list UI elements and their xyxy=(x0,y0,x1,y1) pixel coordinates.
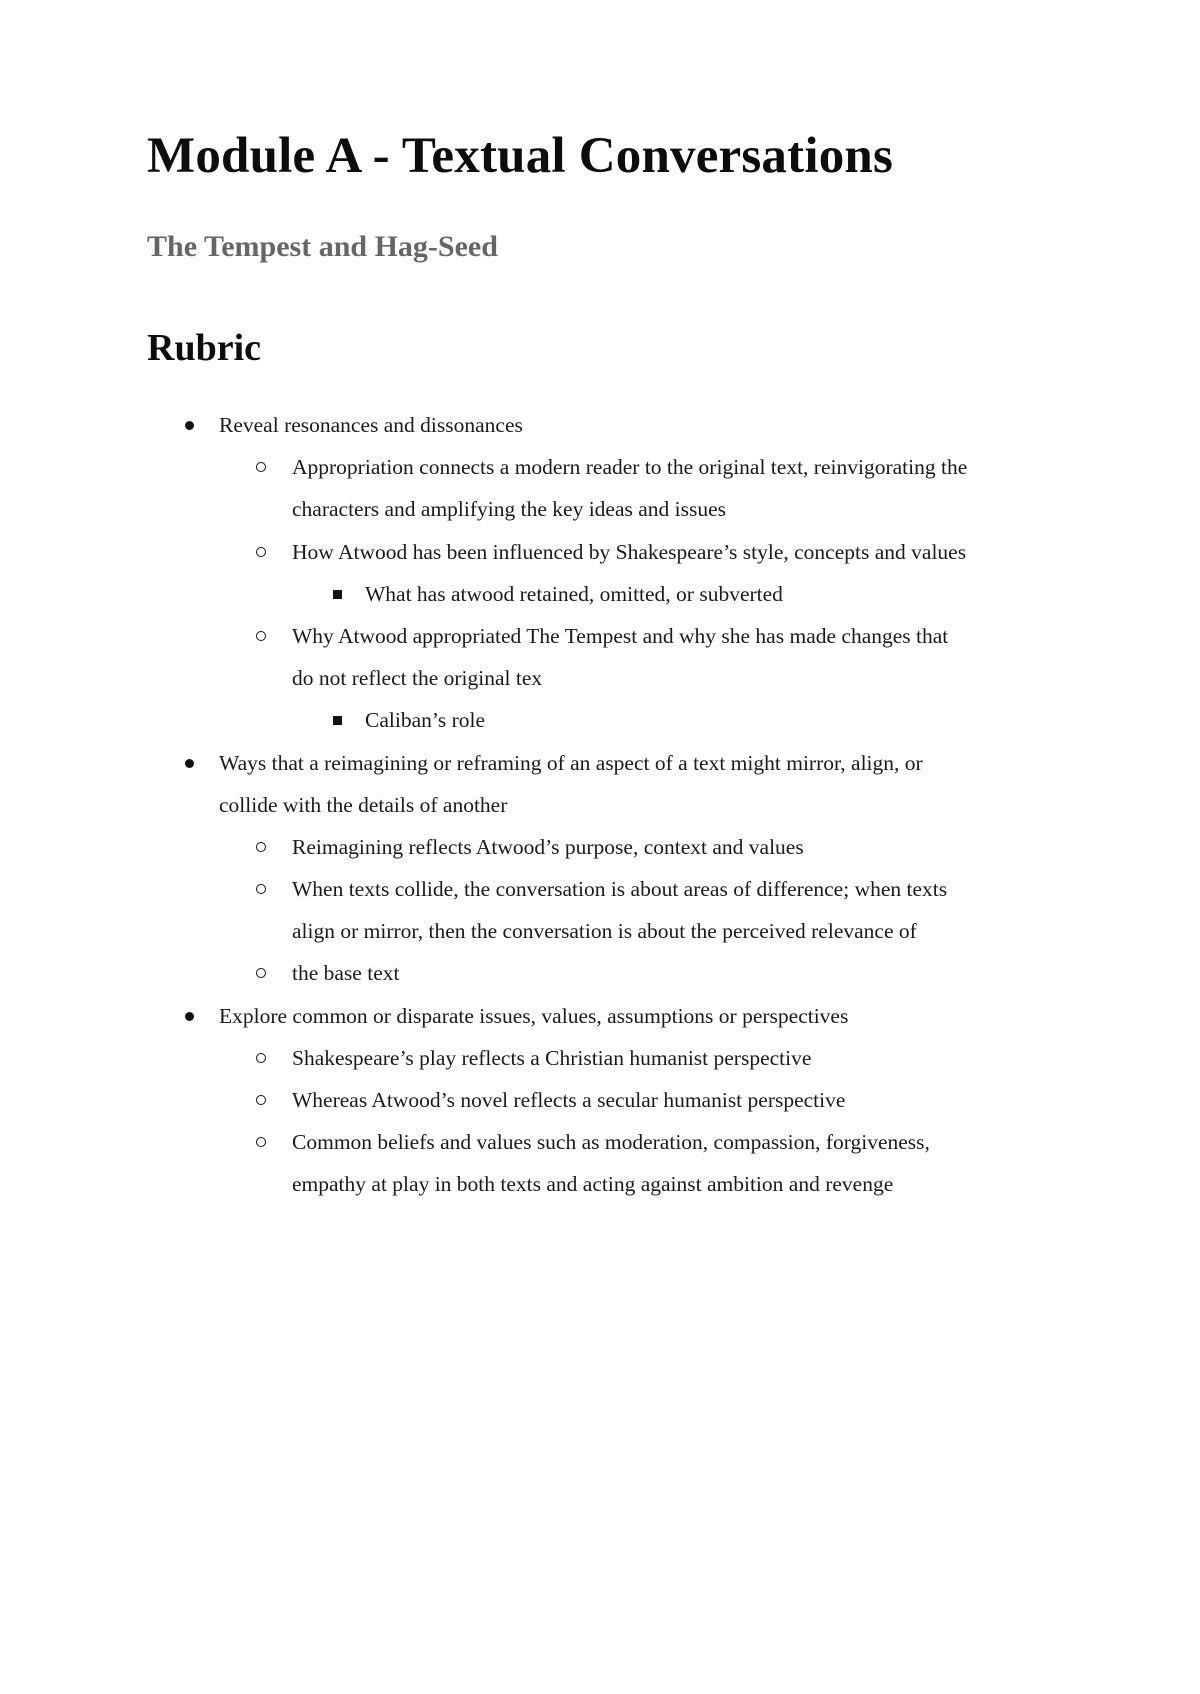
rubric-line-text: Reimagining reflects Atwood’s purpose, context and values xyxy=(292,834,804,859)
rubric-line xyxy=(0,952,1200,994)
rubric-line-text: collide with the details of another xyxy=(219,792,508,817)
rubric-line xyxy=(0,868,1200,910)
hollow-circle-bullet-icon xyxy=(256,462,266,472)
hollow-circle-bullet-icon xyxy=(256,842,266,852)
page-subtitle: The Tempest and Hag-Seed xyxy=(147,230,498,263)
filled-bullet-icon xyxy=(185,1012,194,1021)
hollow-circle-bullet-icon xyxy=(256,1053,266,1063)
rubric-line-text: empathy at play in both texts and acting against ambition and revenge xyxy=(292,1172,894,1197)
rubric-line xyxy=(0,826,1200,868)
hollow-circle-bullet-icon xyxy=(256,884,266,894)
rubric-line xyxy=(0,1121,1200,1163)
rubric-line xyxy=(0,531,1200,573)
rubric-line xyxy=(0,699,1200,741)
rubric-line-text: Caliban’s role xyxy=(365,708,486,733)
rubric-line xyxy=(0,784,1200,826)
rubric-line xyxy=(0,573,1200,615)
rubric-line-text: Common beliefs and values such as moderation, compassion, forgiveness, xyxy=(292,1130,930,1155)
rubric-line-text: When texts collide, the conversation is about areas of difference; when texts xyxy=(292,877,948,902)
rubric-line xyxy=(0,1163,1200,1205)
hollow-circle-bullet-icon xyxy=(256,1095,266,1105)
rubric-line-text: do not reflect the original tex xyxy=(292,666,543,691)
rubric-line-text: the base text xyxy=(292,961,400,986)
rubric-line-text: Appropriation connects a modern reader to the original text, reinvigorating the xyxy=(292,455,968,480)
square-bullet-icon xyxy=(333,590,342,599)
rubric-line xyxy=(0,995,1200,1037)
rubric-line-text: Shakespeare’s play reflects a Christian humanist perspective xyxy=(292,1045,812,1070)
hollow-circle-bullet-icon xyxy=(256,631,266,641)
rubric-line xyxy=(0,742,1200,784)
rubric-line-text: Ways that a reimagining or reframing of an aspect of a text might mirror, align, or xyxy=(219,750,923,775)
rubric-line-text: Why Atwood appropriated The Tempest and why she has made changes that xyxy=(292,623,949,648)
hollow-circle-bullet-icon xyxy=(256,968,266,978)
rubric-line xyxy=(0,404,1200,446)
rubric-line-text: Whereas Atwood’s novel reflects a secular humanist perspective xyxy=(292,1088,846,1112)
rubric-line-text: Explore common or disparate issues, values, assumptions or perspectives xyxy=(219,1003,849,1028)
rubric-line-text: What has atwood retained, omitted, or subverted xyxy=(365,581,783,606)
rubric-line xyxy=(0,446,1200,488)
page-title: Module A - Textual Conversations xyxy=(147,128,893,184)
square-bullet-icon xyxy=(333,716,342,725)
hollow-circle-bullet-icon xyxy=(256,547,266,557)
rubric-outline xyxy=(0,404,1200,1206)
rubric-line xyxy=(0,1037,1200,1079)
filled-bullet-icon xyxy=(185,421,194,430)
rubric-line xyxy=(0,910,1200,952)
rubric-line-text: align or mirror, then the conversation is about the perceived relevance of xyxy=(292,919,917,944)
filled-bullet-icon xyxy=(185,759,194,768)
rubric-line-text: characters and amplifying the key ideas and issues xyxy=(292,497,727,522)
section-heading-rubric: Rubric xyxy=(147,327,261,369)
rubric-line xyxy=(0,615,1200,657)
rubric-line xyxy=(0,657,1200,699)
rubric-line xyxy=(0,488,1200,530)
rubric-line-text: How Atwood has been influenced by Shakespeare’s style, concepts and values xyxy=(292,539,967,564)
hollow-circle-bullet-icon xyxy=(256,1137,266,1147)
rubric-line xyxy=(0,1079,1200,1121)
rubric-line-text: Reveal resonances and dissonances xyxy=(219,413,523,437)
